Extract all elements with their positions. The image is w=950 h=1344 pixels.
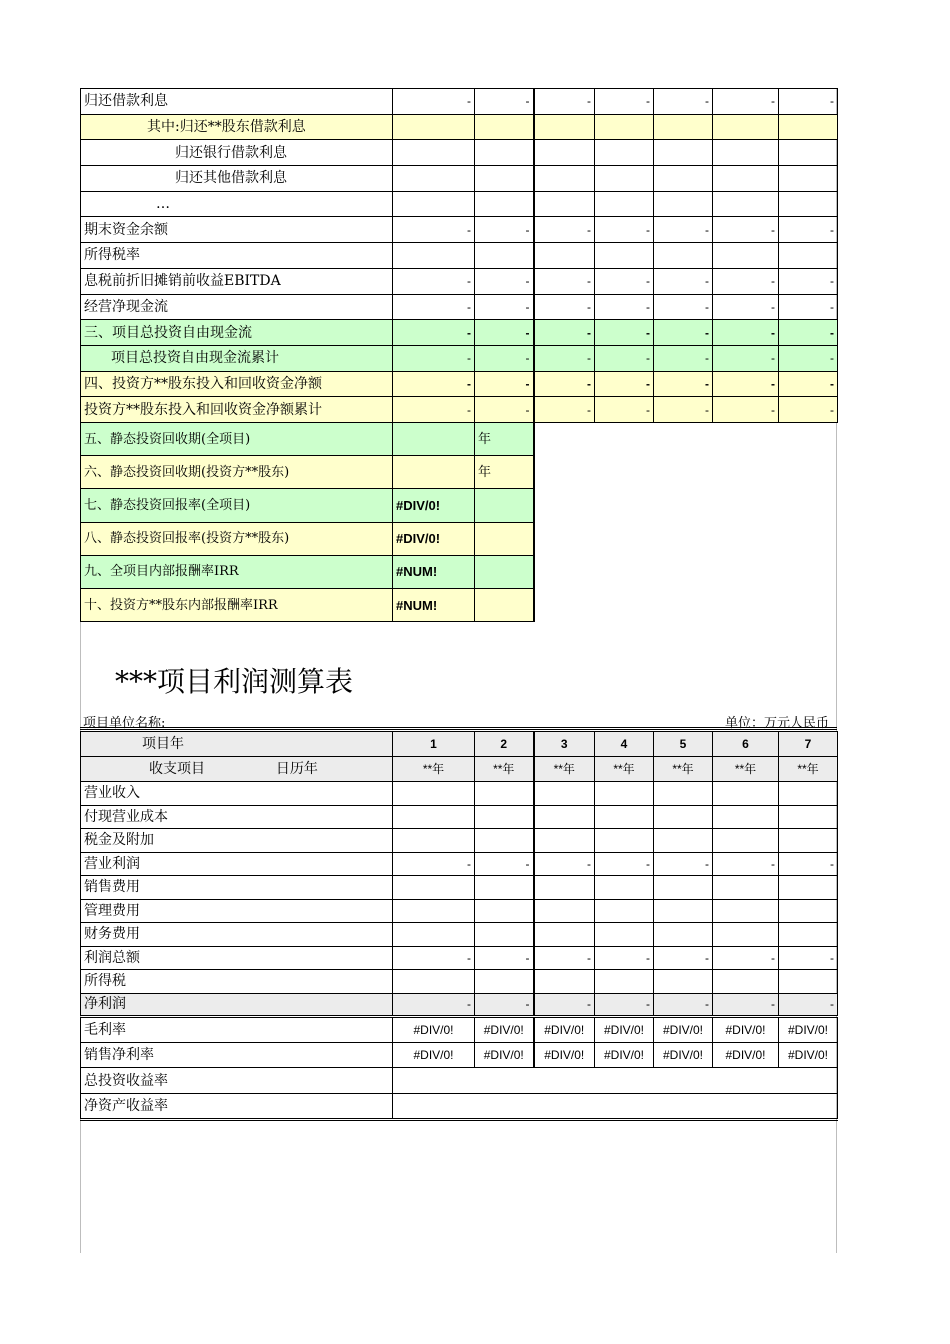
value-cell (713, 243, 779, 269)
value-cell: - (713, 89, 779, 115)
ratio-value: #DIV/0! (779, 1017, 838, 1043)
value-cell: - (713, 993, 779, 1017)
value-cell: - (475, 397, 534, 423)
value-cell (534, 243, 595, 269)
value-cell: - (713, 294, 779, 320)
value-cell: - (393, 397, 475, 423)
row-label: 投资方**股东投入和回收资金净额累计 (81, 397, 393, 423)
value-cell: - (779, 852, 838, 876)
value-cell: - (393, 345, 475, 371)
value-cell (534, 876, 595, 900)
row-label: 归还银行借款利息 (81, 140, 393, 166)
cash-flow-row (81, 268, 838, 294)
value-cell: - (779, 268, 838, 294)
ratio-value: #DIV/0! (475, 1017, 534, 1043)
metric-label: 七、静态投资回报率(全项目) (81, 489, 393, 522)
value-cell (475, 243, 534, 269)
value-cell: - (713, 217, 779, 243)
value-cell (713, 805, 779, 829)
value-cell: - (779, 89, 838, 115)
value-cell (475, 166, 534, 192)
value-cell: - (595, 371, 654, 397)
value-cell: - (475, 217, 534, 243)
value-cell: - (393, 294, 475, 320)
cash-flow-row (81, 345, 838, 371)
value-cell (779, 243, 838, 269)
value-cell: - (779, 946, 838, 970)
row-label: 息税前折旧摊销前收益EBITDA (81, 268, 393, 294)
value-cell: - (713, 320, 779, 346)
cash-flow-row (81, 320, 838, 346)
value-cell: - (654, 217, 713, 243)
cash-flow-row (81, 140, 838, 166)
value-cell (595, 923, 654, 947)
row-label: 净资产收益率 (81, 1094, 393, 1120)
value-cell (534, 782, 595, 806)
calendar-year-5: **年 (654, 757, 713, 782)
profit-row (81, 923, 838, 947)
ratio-value: #DIV/0! (713, 1017, 779, 1043)
cash-flow-row (81, 217, 838, 243)
value-cell (595, 782, 654, 806)
value-cell: - (393, 993, 475, 1017)
value-cell (393, 899, 475, 923)
value-cell (595, 140, 654, 166)
value-cell (393, 829, 475, 853)
value-cell: - (713, 268, 779, 294)
value-cell (475, 899, 534, 923)
value-cell: - (779, 217, 838, 243)
value-cell: - (595, 320, 654, 346)
row-label: 期末资金余额 (81, 217, 393, 243)
value-cell: - (595, 852, 654, 876)
value-cell (595, 805, 654, 829)
value-cell (475, 923, 534, 947)
metric-row (81, 489, 534, 522)
profit-row (81, 782, 838, 806)
header-row-calendar (81, 757, 838, 782)
value-cell (393, 191, 475, 217)
value-cell: - (654, 993, 713, 1017)
value-cell (713, 829, 779, 853)
value-cell: - (595, 345, 654, 371)
value-cell: - (534, 371, 595, 397)
value-cell: - (475, 371, 534, 397)
value-cell: - (534, 268, 595, 294)
value-cell: - (654, 294, 713, 320)
value-cell (779, 114, 838, 140)
value-cell: - (534, 294, 595, 320)
value-cell (393, 970, 475, 994)
value-cell (595, 166, 654, 192)
row-label: 利润总额 (81, 946, 393, 970)
value-cell: - (595, 294, 654, 320)
return-value (393, 1068, 838, 1094)
value-cell (654, 805, 713, 829)
value-cell: - (713, 852, 779, 876)
value-cell: - (713, 397, 779, 423)
value-cell (779, 899, 838, 923)
value-cell: - (654, 268, 713, 294)
value-cell (595, 114, 654, 140)
value-cell (713, 191, 779, 217)
page-title: ***项目利润测算表 (115, 665, 354, 698)
value-cell: - (595, 993, 654, 1017)
calendar-year-7: **年 (779, 757, 838, 782)
value-cell (713, 899, 779, 923)
value-cell (713, 114, 779, 140)
year-col-6: 6 (713, 732, 779, 757)
profit-row (81, 876, 838, 900)
calendar-year-3: **年 (534, 757, 595, 782)
value-cell (534, 166, 595, 192)
value-cell: - (534, 345, 595, 371)
value-cell (654, 876, 713, 900)
ratio-value: #DIV/0! (779, 1042, 838, 1068)
ratio-value: #DIV/0! (595, 1042, 654, 1068)
metric-row (81, 555, 534, 588)
ratio-value: #DIV/0! (475, 1042, 534, 1068)
year-col-2: 2 (475, 732, 534, 757)
row-label: 付现营业成本 (81, 805, 393, 829)
metric-row (81, 423, 534, 456)
value-cell: - (534, 217, 595, 243)
profit-row (81, 899, 838, 923)
value-cell (713, 970, 779, 994)
value-cell: - (779, 320, 838, 346)
value-cell: - (475, 993, 534, 1017)
value-cell: - (779, 993, 838, 1017)
company-name-label: 项目单位名称: (83, 716, 166, 731)
value-cell (713, 876, 779, 900)
value-cell: - (654, 345, 713, 371)
metric-row (81, 456, 534, 489)
cash-flow-row (81, 191, 838, 217)
row-label: 经营净现金流 (81, 294, 393, 320)
metric-value: #DIV/0! (393, 489, 475, 522)
value-cell (595, 876, 654, 900)
value-cell (393, 805, 475, 829)
row-label: … (81, 191, 393, 217)
row-label: 其中:归还**股东借款利息 (81, 114, 393, 140)
metric-value (393, 423, 475, 456)
value-cell: - (654, 852, 713, 876)
row-label: 四、投资方**股东投入和回收资金净额 (81, 371, 393, 397)
value-cell (475, 829, 534, 853)
value-cell (654, 970, 713, 994)
value-cell (595, 970, 654, 994)
value-cell: - (713, 371, 779, 397)
calendar-year-2: **年 (475, 757, 534, 782)
ratio-value: #DIV/0! (713, 1042, 779, 1068)
return-row (81, 1068, 838, 1094)
value-cell (654, 140, 713, 166)
value-cell (475, 876, 534, 900)
value-cell (475, 970, 534, 994)
value-cell (779, 923, 838, 947)
value-cell: - (475, 946, 534, 970)
value-cell (779, 876, 838, 900)
value-cell: - (779, 397, 838, 423)
ratio-row (81, 1042, 838, 1068)
metric-value: #DIV/0! (393, 522, 475, 555)
ratio-value: #DIV/0! (393, 1042, 475, 1068)
metric-label: 九、全项目内部报酬率IRR (81, 555, 393, 588)
value-cell: - (475, 320, 534, 346)
cash-flow-row (81, 243, 838, 269)
value-cell: - (393, 217, 475, 243)
value-cell: - (713, 946, 779, 970)
row-label: 税金及附加 (81, 829, 393, 853)
metrics-table (80, 422, 535, 622)
value-cell (475, 140, 534, 166)
value-cell (534, 191, 595, 217)
value-cell: - (534, 946, 595, 970)
value-cell: - (393, 89, 475, 115)
metric-unit (475, 489, 534, 522)
calendar-year-6: **年 (713, 757, 779, 782)
value-cell: - (534, 320, 595, 346)
profit-row (81, 805, 838, 829)
metric-label: 五、静态投资回收期(全项目) (81, 423, 393, 456)
cash-flow-row (81, 371, 838, 397)
value-cell (534, 923, 595, 947)
row-label: 营业收入 (81, 782, 393, 806)
value-cell (534, 899, 595, 923)
metric-row (81, 522, 534, 555)
row-label: 项目总投资自由现金流累计 (81, 345, 393, 371)
value-cell: - (393, 946, 475, 970)
header-divider (80, 727, 837, 730)
value-cell (779, 829, 838, 853)
unit-label: 单位：万元人民币 (724, 716, 829, 731)
value-cell (779, 191, 838, 217)
value-cell: - (595, 217, 654, 243)
cash-flow-row (81, 397, 838, 423)
metric-row (81, 588, 534, 621)
row-label: 三、项目总投资自由现金流 (81, 320, 393, 346)
row-label: 管理费用 (81, 899, 393, 923)
value-cell (534, 970, 595, 994)
value-cell (713, 923, 779, 947)
metric-value (393, 456, 475, 489)
value-cell: - (779, 371, 838, 397)
value-cell (393, 243, 475, 269)
row-label: 归还借款利息 (81, 89, 393, 115)
value-cell: - (595, 946, 654, 970)
value-cell (595, 191, 654, 217)
value-cell (393, 782, 475, 806)
year-col-7: 7 (779, 732, 838, 757)
value-cell: - (779, 345, 838, 371)
value-cell: - (779, 294, 838, 320)
value-cell (595, 829, 654, 853)
header-income-items (81, 757, 393, 782)
return-row (81, 1094, 838, 1120)
value-cell (654, 829, 713, 853)
header-project-year: 项目年 (81, 732, 393, 757)
ratio-value: #DIV/0! (654, 1042, 713, 1068)
value-cell: - (475, 294, 534, 320)
value-cell: - (654, 371, 713, 397)
metric-unit: 年 (475, 456, 534, 489)
value-cell: - (595, 397, 654, 423)
header-calendar-year-label: 日历年 (275, 761, 318, 777)
value-cell: - (393, 268, 475, 294)
value-cell: - (475, 345, 534, 371)
value-cell: - (654, 320, 713, 346)
row-label: 净利润 (81, 993, 393, 1017)
row-label: 所得税 (81, 970, 393, 994)
value-cell (654, 899, 713, 923)
value-cell (654, 191, 713, 217)
value-cell (475, 782, 534, 806)
metric-label: 十、投资方**股东内部报酬率IRR (81, 588, 393, 621)
metric-unit: 年 (475, 423, 534, 456)
value-cell (393, 876, 475, 900)
value-cell: - (475, 852, 534, 876)
value-cell: - (654, 946, 713, 970)
value-cell (779, 166, 838, 192)
row-label: 所得税率 (81, 243, 393, 269)
value-cell (393, 140, 475, 166)
metric-label: 六、静态投资回收期(投资方**股东) (81, 456, 393, 489)
year-col-4: 4 (595, 732, 654, 757)
value-cell: - (393, 371, 475, 397)
ratio-value: #DIV/0! (534, 1042, 595, 1068)
value-cell: - (393, 320, 475, 346)
value-cell: - (534, 993, 595, 1017)
cash-flow-row (81, 89, 838, 115)
value-cell: - (654, 397, 713, 423)
row-label: 总投资收益率 (81, 1068, 393, 1094)
value-cell: - (475, 268, 534, 294)
value-cell: - (475, 89, 534, 115)
value-cell (534, 805, 595, 829)
profit-row (81, 852, 838, 876)
row-label: 财务费用 (81, 923, 393, 947)
value-cell: - (534, 397, 595, 423)
value-cell (654, 782, 713, 806)
value-cell (475, 191, 534, 217)
profit-row (81, 946, 838, 970)
metric-unit (475, 522, 534, 555)
cash-flow-row (81, 294, 838, 320)
row-label: 归还其他借款利息 (81, 166, 393, 192)
value-cell (779, 782, 838, 806)
value-cell (534, 140, 595, 166)
metric-unit (475, 588, 534, 621)
value-cell (654, 114, 713, 140)
year-col-1: 1 (393, 732, 475, 757)
calendar-year-1: **年 (393, 757, 475, 782)
value-cell (595, 899, 654, 923)
value-cell (713, 782, 779, 806)
value-cell (654, 923, 713, 947)
metric-value: #NUM! (393, 588, 475, 621)
value-cell (779, 140, 838, 166)
value-cell (534, 114, 595, 140)
profit-row (81, 993, 838, 1017)
profit-table (80, 731, 838, 1121)
row-label: 销售净利率 (81, 1042, 393, 1068)
value-cell (475, 114, 534, 140)
value-cell: - (595, 268, 654, 294)
return-value (393, 1094, 838, 1120)
row-label: 销售费用 (81, 876, 393, 900)
ratio-value: #DIV/0! (654, 1017, 713, 1043)
cash-flow-row (81, 114, 838, 140)
value-cell (475, 805, 534, 829)
value-cell: - (393, 852, 475, 876)
profit-row (81, 970, 838, 994)
calendar-year-4: **年 (595, 757, 654, 782)
value-cell (654, 166, 713, 192)
value-cell: - (713, 345, 779, 371)
ratio-value: #DIV/0! (393, 1017, 475, 1043)
value-cell (713, 166, 779, 192)
value-cell: - (534, 89, 595, 115)
value-cell: - (654, 89, 713, 115)
value-cell (779, 805, 838, 829)
ratio-row (81, 1017, 838, 1043)
value-cell: - (534, 852, 595, 876)
year-col-5: 5 (654, 732, 713, 757)
profit-row (81, 829, 838, 853)
metric-unit (475, 555, 534, 588)
value-cell (393, 114, 475, 140)
metric-label: 八、静态投资回报率(投资方**股东) (81, 522, 393, 555)
row-label: 毛利率 (81, 1017, 393, 1043)
cash-flow-row (81, 166, 838, 192)
value-cell (393, 923, 475, 947)
value-cell (779, 970, 838, 994)
metric-value: #NUM! (393, 555, 475, 588)
year-col-3: 3 (534, 732, 595, 757)
header-row-years (81, 732, 838, 757)
value-cell (713, 140, 779, 166)
ratio-value: #DIV/0! (595, 1017, 654, 1043)
value-cell (595, 243, 654, 269)
value-cell: - (595, 89, 654, 115)
header-income-items-label: 收支项目 (149, 761, 205, 777)
ratio-value: #DIV/0! (534, 1017, 595, 1043)
row-label: 营业利润 (81, 852, 393, 876)
value-cell (534, 829, 595, 853)
value-cell (393, 166, 475, 192)
cash-flow-table (80, 88, 838, 423)
value-cell (654, 243, 713, 269)
